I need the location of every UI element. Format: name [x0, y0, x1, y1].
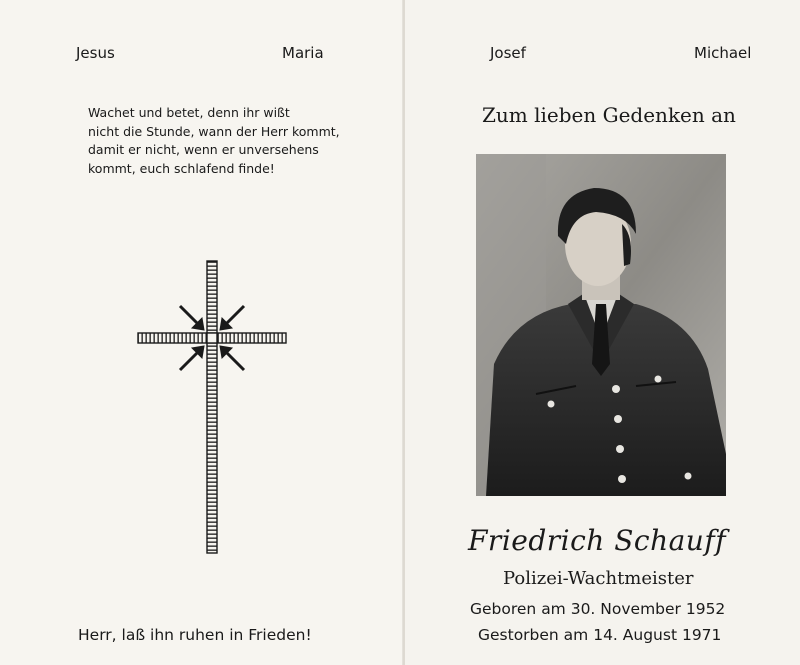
closing-prayer: Herr, laß ihn ruhen in Frieden! — [78, 626, 312, 644]
cross-icon — [132, 256, 292, 556]
bible-verse — [88, 104, 388, 178]
verse-line: damit er nicht, wenn er unversehens — [88, 142, 319, 157]
deceased-name: Friedrich Schauff — [468, 524, 727, 557]
saint-name-michael: Michael — [694, 44, 752, 62]
deceased-title: Polizei-Wachtmeister — [503, 568, 694, 589]
saint-name-josef: Josef — [490, 44, 526, 62]
birth-date: Geboren am 30. November 1952 — [470, 600, 726, 618]
portrait-photo — [476, 154, 726, 496]
death-date: Gestorben am 14. August 1971 — [478, 626, 722, 644]
memorial-heading: Zum lieben Gedenken an — [482, 103, 736, 127]
verse-line: nicht die Stunde, wann der Herr kommt, — [88, 123, 340, 139]
verse-line: kommt, euch schlafend finde! — [88, 160, 275, 176]
verse-line: Wachet und betet, denn ihr wißt — [88, 105, 290, 120]
saint-name-jesus: Jesus — [76, 44, 115, 62]
saint-name-maria: Maria — [282, 44, 324, 62]
